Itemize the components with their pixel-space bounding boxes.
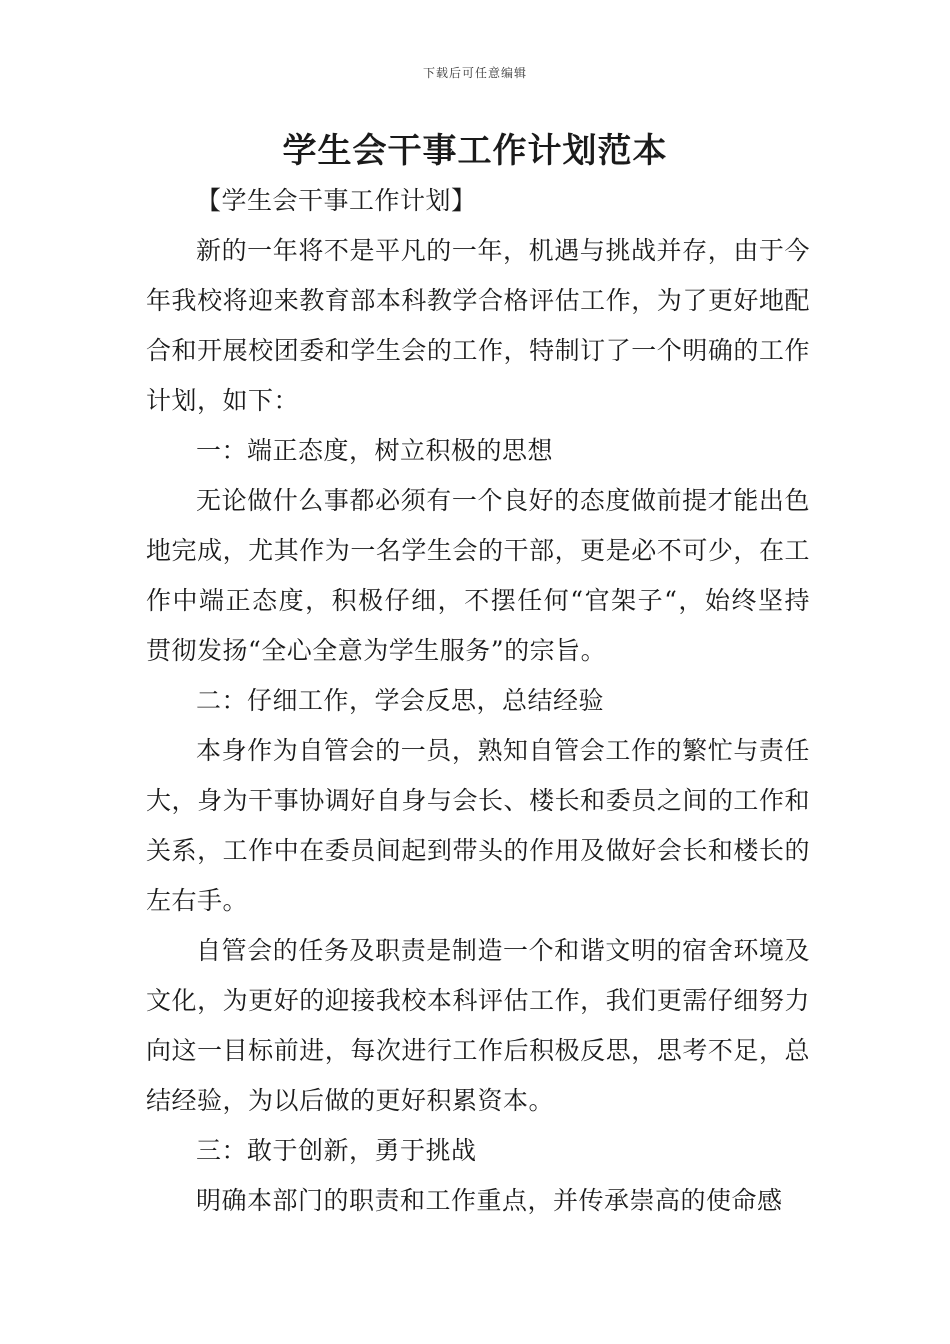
section-label: 【学生会干事工作计划】 [196, 186, 477, 215]
section-heading-3: 三：敢于创新，勇于挑战 [196, 1136, 477, 1165]
paragraph-1: 无论做什么事都必须有一个良好的态度做前提才能出色地完成，尤其作为一名学生会的干部，更是必不可少，在工作中端正态度，积极仔细，不摆任何“官架子“，始终坚持贯彻发扬“全心全意为学生服务”的宗旨。 [146, 486, 810, 665]
paragraph-2b: 自管会的任务及职责是制造一个和谐文明的宿舍环境及文化，为更好的迎接我校本科评估工作，我们更需仔细努力向这一目标前进，每次进行工作后积极反思，思考不足，总结经验，为以后做的更好积累资本。 [146, 936, 810, 1115]
document-title: 学生会干事工作计划范本 [282, 131, 668, 171]
paragraph-3: 明确本部门的职责和工作重点，并传承崇高的使命感 [196, 1186, 783, 1215]
header-note: 下载后可任意编辑 [422, 66, 527, 80]
section-heading-1: 一：端正态度，树立积极的思想 [196, 436, 554, 465]
paragraph-intro: 新的一年将不是平凡的一年，机遇与挑战并存，由于今年我校将迎来教育部本科教学合格评估工作，为了更好地配合和开展校团委和学生会的工作，特制订了一个明确的工作计划，如下： [146, 236, 810, 415]
paragraph-2a: 本身作为自管会的一员，熟知自管会工作的繁忙与责任大，身为干事协调好自身与会长、楼长和委员之间的工作和关系，工作中在委员间起到带头的作用及做好会长和楼长的左右手。 [146, 736, 810, 915]
section-heading-2: 二：仔细工作，学会反思，总结经验 [196, 686, 605, 715]
document-body [146, 176, 810, 1226]
